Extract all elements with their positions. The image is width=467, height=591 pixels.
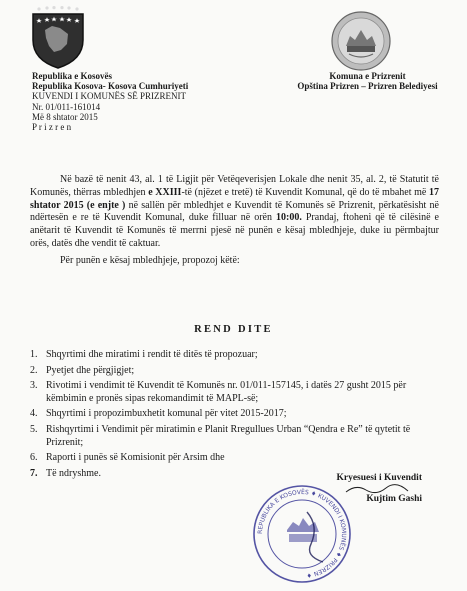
- agenda-item: 6. Raporti i punës së Komisionit për Arsim dhe: [30, 452, 225, 464]
- municipality-name-multilingual: Opština Prizren – Prizren Belediyesi: [297, 81, 438, 92]
- assembly-name: KUVENDI I KOMUNËS SË PRIZRENIT: [32, 91, 186, 102]
- intro-paragraph: Në bazë të nenit 43, al. 1 të Ligjit për Vetëqeverisjen Lokale dhe nenit 35, al. 2, të Statutit të Komunës, thërras mbledhjen e XXIII-të (njëzet e tretë) të Kuvendit Komunal, që do të mbahet më 17 shtator 2015 (e enjte ) në sallën për mbledhjet e Kuvendit të Komunës së Prizrenit, përkatësisht në ndërtesën e re të Kuvendit Komunal, duke filluar në orën 10:00. Prandaj, ftoheni që të cilësinë e anëtarit të Kuvendit të Komunës të merrni pjesë në punën e kësaj mbledhjeje, duke iu përmbajtur orës, datës dhe vendit të caktuar.: [30, 174, 440, 249]
- agenda-item: 2. Pyetjet dhe përgjigjet;: [30, 364, 135, 376]
- header-right-block: [280, 71, 455, 92]
- agenda-item: 7. Të ndryshme.: [30, 467, 101, 479]
- header-left-block: [32, 71, 188, 132]
- signature-scribble: [316, 484, 422, 494]
- stamp-text: REPUBLIKA E KOSOVËS ♦ KUVENDI I KOMUNËS ♦ PRIZREN ♦: [256, 488, 348, 579]
- prizren-seal-icon: [330, 10, 392, 72]
- agenda-title: REND DITE: [194, 324, 273, 335]
- agenda-item: 1. Shqyrtimi dhe miratimi i rendit të ditës të propozuar;: [30, 349, 258, 360]
- document-city: P r i z r e n: [32, 122, 72, 133]
- agenda-item: 4. Shqyrtimi i propozimbuxhetit komunal për vitet 2015-2017;: [30, 408, 287, 420]
- agenda-item: 5. Rishqyrtimi i Vendimit për miratimin e Planit Rregullues Urban “Qendra e Re” të qytetit të Prizrenit;: [30, 423, 411, 448]
- signatory-name: Kujtim Gashi: [366, 494, 422, 504]
- agenda-item: 3. Rivotimi i vendimit të Kuvendit të Komunës nr. 01/011-157145, i datës 27 gusht 2015 për këmbimin e pronës sipas rekomandimit të MAPL-së;: [30, 380, 407, 404]
- document-date: Më 8 shtator 2015: [32, 111, 98, 122]
- municipality-name: Komuna e Prizrenit: [329, 71, 406, 81]
- agenda-list: [30, 349, 439, 483]
- document-body: [30, 174, 439, 268]
- republic-name-multilingual: Republika Kosova- Kosova Cumhuriyeti: [32, 81, 189, 92]
- republic-name: Republika e Kosovës: [32, 71, 113, 81]
- signatory-title: Kryesuesi i Kuvendit: [336, 473, 422, 483]
- signature-block: [316, 473, 422, 505]
- document-number: Nr. 01/011-161014: [32, 101, 101, 112]
- kosovo-coat-of-arms-icon: [30, 6, 86, 70]
- proposal-paragraph: Për punën e kësaj mbledhjeje, propozoj këtë:: [60, 254, 240, 266]
